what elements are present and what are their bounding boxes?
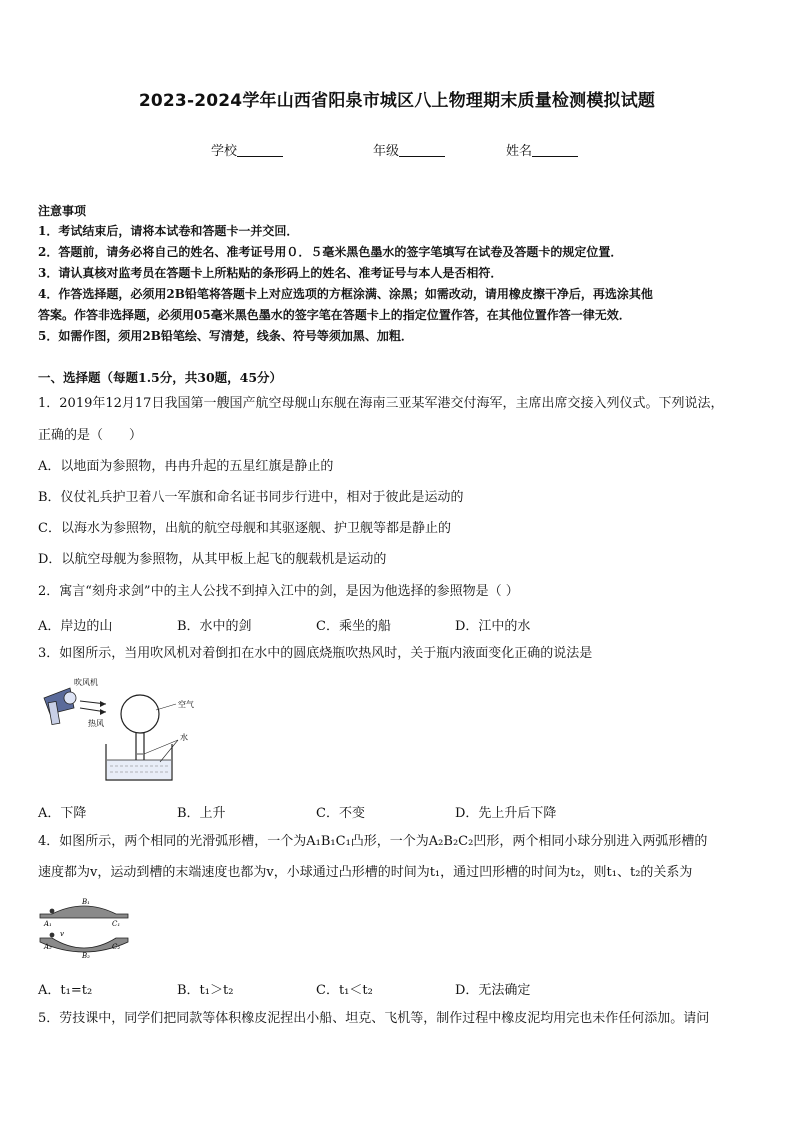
label-hot-air: 热风 (88, 719, 104, 728)
label-water: 水 (180, 733, 188, 742)
label-c1: C₁ (112, 920, 121, 928)
label-c2: C₂ (112, 943, 121, 951)
convex-groove-icon (40, 906, 128, 918)
label-a1: A₁ (44, 920, 52, 928)
label-b2: B₂ (82, 952, 90, 960)
q2-option-c: C．乘坐的船 (316, 619, 391, 634)
section-heading: 一、选择题（每题1.5分，共30题，45分） (38, 370, 283, 385)
notice-item: 3．请认真核对监考员在答题卡上所粘贴的条形码上的姓名、准考证号与本人是否相符． (38, 266, 503, 280)
grade-blank (399, 144, 445, 157)
label-air: 空气 (178, 700, 194, 709)
q1-option-c: C．以海水为参照物，出航的航空母舰和其驱逐舰、护卫舰等都是静止的 (38, 521, 451, 536)
grade-label: 年级 (373, 144, 400, 159)
q3-option-c: C．不变 (316, 806, 365, 821)
q1-stem-cont: 正确的是（ ） (38, 428, 143, 443)
notice-item: 2．答题前，请务必将自己的姓名、准考证号用０．５毫米黑色墨水的签字笔填写在试卷及答题卡的规定位置． (38, 245, 623, 259)
q1-option-b: B．仪仗礼兵护卫着八一军旗和命名证书同步行进中，相对于彼此是运动的 (38, 490, 464, 505)
notice-heading: 注意事项 (38, 204, 87, 218)
name-blank (532, 144, 578, 157)
q4-stem-cont: 速度都为v，运动到槽的末端速度也都为v，小球通过凸形槽的时间为t₁，通过凹形槽的时间为t₂，则t₁、t₂的关系为 (38, 865, 693, 880)
q5-stem: 5．劳技课中，同学们把同款等体积橡皮泥捏出小船、坦克、飞机等，制作过程中橡皮泥均用完也未作任何添加。请问 (38, 1011, 710, 1026)
q4-option-d: D．无法确定 (455, 983, 531, 998)
label-v: v (60, 930, 64, 938)
q4-option-a: A．t₁=t₂ (38, 983, 93, 998)
q2-option-b: B．水中的剑 (177, 619, 252, 634)
q3-option-d: D．先上升后下降 (455, 806, 557, 821)
grade-field (373, 140, 445, 159)
q4-figure-arc-grooves (38, 896, 130, 960)
q4-stem: 4．如图所示，两个相同的光滑弧形槽，一个为A₁B₁C₁凸形，一个为A₂B₂C₂凹形，两个相同小球分别进入两弧形槽的 (38, 834, 708, 849)
q3-stem: 3．如图所示，当用吹风机对着倒扣在水中的圆底烧瓶吹热风时，关于瓶内液面变化正确的说法是 (38, 646, 593, 661)
hair-dryer-icon (44, 688, 76, 725)
q3-figure-hair-dryer-flask (40, 674, 210, 786)
name-label: 姓名 (506, 144, 533, 159)
notice-item: 5．如需作图，须用2B铅笔绘、写清楚，线条、符号等须加黑、加粗． (38, 329, 413, 343)
q4-option-b: B．t₁＞t₂ (177, 983, 234, 998)
label-b1: B₁ (82, 898, 90, 906)
q3-option-a: A．下降 (38, 806, 87, 821)
school-field (211, 140, 283, 159)
page-title: 2023-2024学年山西省阳泉市城区八上物理期末质量检测模拟试题 (138, 91, 656, 111)
name-field (506, 140, 578, 159)
notice-item: 1．考试结束后，请将本试卷和答题卡一并交回． (38, 224, 299, 238)
label-dryer: 吹风机 (74, 678, 98, 687)
q2-option-d: D．江中的水 (455, 619, 531, 634)
q1-stem: 1．2019年12月17日我国第一艘国产航空母舰山东舰在海南三亚某军港交付海军，主席出席交接入列仪式。下列说法， (38, 396, 724, 411)
q1-option-a: A．以地面为参照物，冉冉升起的五星红旗是静止的 (38, 459, 334, 474)
round-flask-icon (121, 695, 159, 766)
label-a2: A₂ (44, 943, 52, 951)
q2-stem: 2．寓言“刻舟求剑”中的主人公找不到掉入江中的剑，是因为他选择的参照物是（ ） (38, 584, 519, 599)
beaker-icon (106, 744, 172, 780)
notice-item: 答案。作答非选择题，必须用05毫米黑色墨水的签字笔在答题卡上的指定位置作答，在其他位置作答一律无效． (38, 308, 631, 322)
notice-item: 4．作答选择题，必须用2B铅笔将答题卡上对应选项的方框涂满、涂黑；如需改动，请用橡皮擦干净后，再选涂其他 (38, 287, 653, 301)
q4-option-c: C．t₁＜t₂ (316, 983, 373, 998)
q2-option-a: A．岸边的山 (38, 619, 113, 634)
q1-option-d: D．以航空母舰为参照物，从其甲板上起飞的舰载机是运动的 (38, 552, 387, 567)
school-blank (237, 144, 283, 157)
school-label: 学校 (211, 144, 238, 159)
q3-option-b: B．上升 (177, 806, 226, 821)
